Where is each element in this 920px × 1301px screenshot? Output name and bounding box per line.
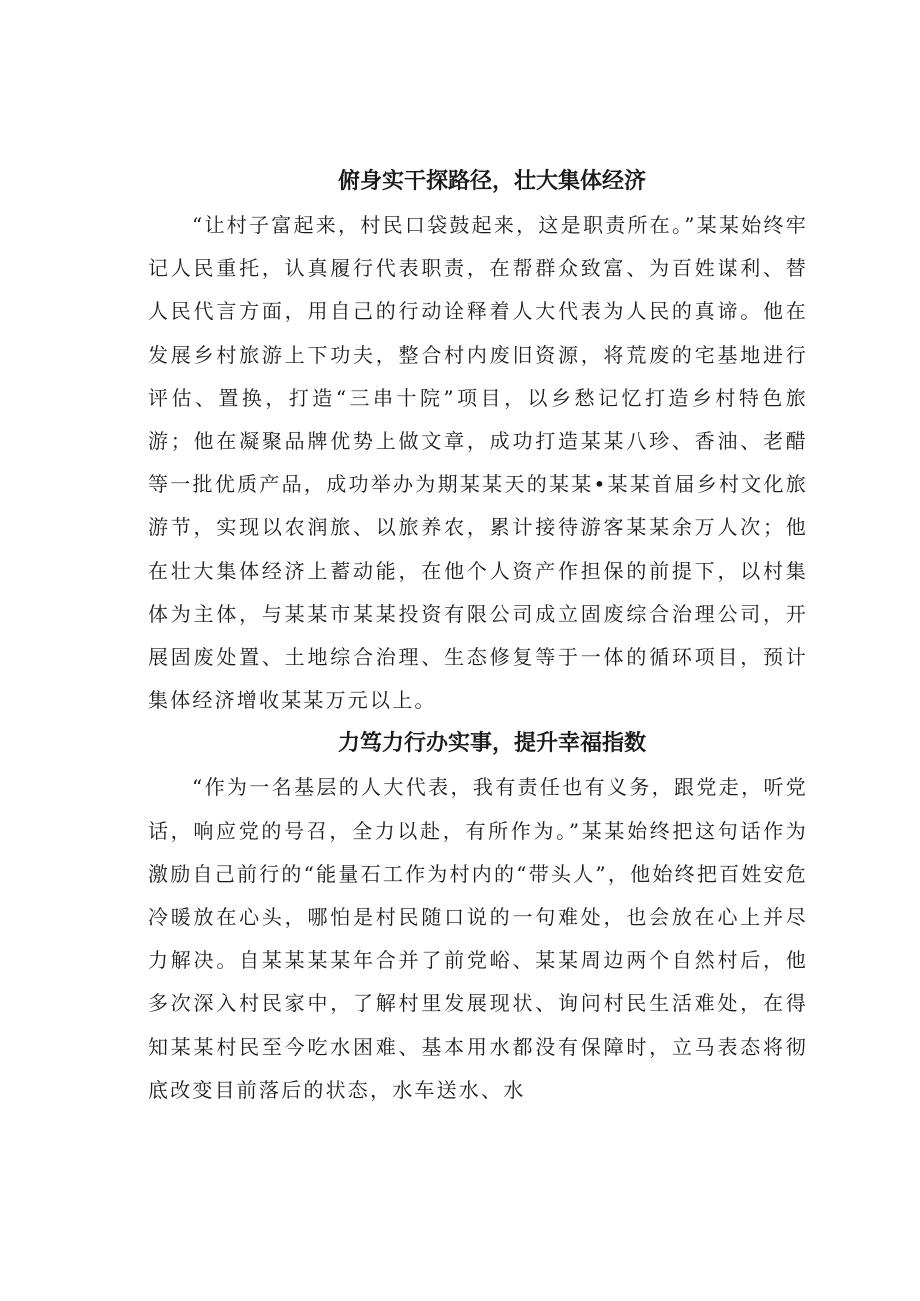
section-heading-happiness-index: 力笃力行办实事，提升幸福指数 — [337, 731, 646, 757]
section-paragraph-collective-economy: “让村子富起来，村民口袋鼓起来，这是职责所在。”某某始终牢记人民重托，认真履行代表职责，在帮群众致富、为百姓谋利、替人民代言方面，用自己的行动诠释着人大代表为人民的真谛。他在发展乡村旅游上下功夫，整合村内废旧资源，将荒废的宅基地进行评估、置换，打造“三串十院”项目，以乡愁记忆打造乡村特色旅游；他在凝聚品牌优势上做文章，成功打造某某八珍、香油、老醋等一批优质产品，成功举办为期某某天的某某•某某首届乡村文化旅游节，实现以农润旅、以旅养农，累计接待游客某某余万人次；他在壮大集体经济上蓄动能，在他个人资产作担保的前提下，以村集体为主体，与某某市某某投资有限公司成立固废综合治理公司，开展固废处置、土地综合治理、生态修复等于一体的循环项目，预计集体经济增收某某万元以上。 — [148, 213, 808, 713]
section-heading-collective-economy: 俯身实干探路径，壮大集体经济 — [337, 169, 646, 194]
section-paragraph-happiness-index: “作为一名基层的人大代表，我有责任也有义务，跟党走，听党话，响应党的号召，全力以赴，有所作为。”某某始终把这句话作为激励自己前行的“能量石工作为村内的“带头人”，他始终把百姓安危冷暖放在心头，哪怕是村民随口说的一句难处，也会放在心上并尽力解决。自某某某某年合并了前党峪、某某周边两个自然村后，他多次深入村民家中，了解村里发展现状、询问村民生活难处，在得知某某村民至今吃水困难、基本用水都没有保障时，立马表态将彻底改变目前落后的状态，水车送水、水 — [148, 775, 808, 1102]
document-body — [148, 160, 808, 1112]
